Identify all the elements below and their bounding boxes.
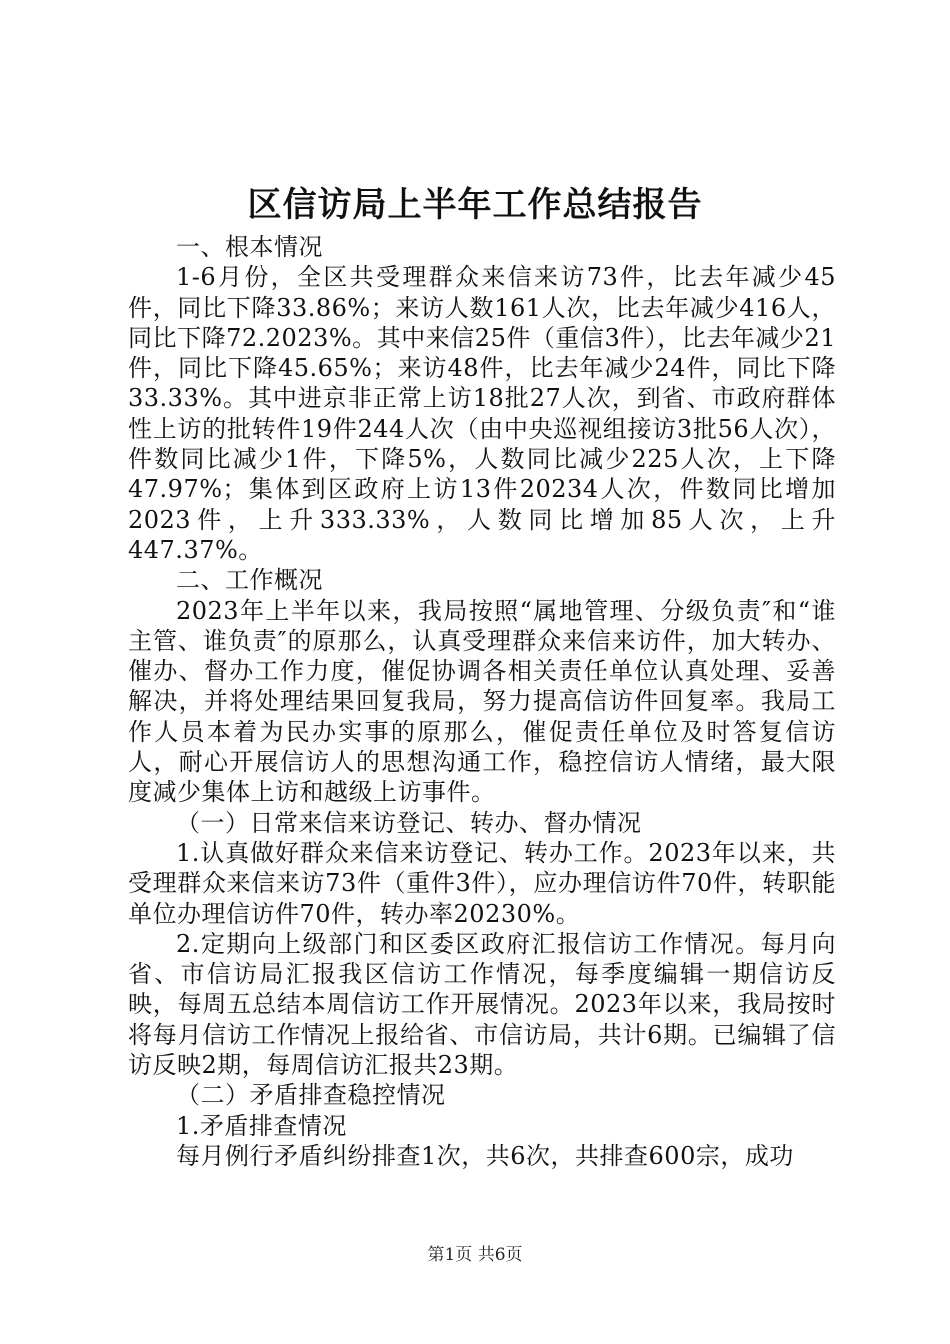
paragraph-work-overview: 2023年上半年以来，我局按照“属地管理、分级负责″和“谁主管、谁负责″的原那么，认真受理群众来信来访件，加大转办、催办、督办工作力度，催促协调各相关责任单位认真处理、妥善解决，并将处理结果回复我局，努力提高信访件回复率。我局工作人员本着为民办实事的原那么，催促责任单位及时答复信访人，耐心开展信访人的思想沟通工作，稳控信访人情绪，最大限度减少集体上访和越级上访事件。 xyxy=(128,596,836,807)
paragraph-registration-transfer: 1.认真做好群众来信来访登记、转办工作。2023年以来，共受理群众来信来访73件（重件3件），应办理信访件70件，转职能单位办理信访件70件，转办率20230%。 xyxy=(128,838,836,928)
subheading-conflict-screening: （二）矛盾排查稳控情况 xyxy=(176,1081,446,1110)
document-title: 区信访局上半年工作总结报告 xyxy=(247,185,703,225)
paragraph-screening-details: 每月例行矛盾纠纷排查1次，共6次，共排查600宗，成功 xyxy=(176,1141,794,1170)
paragraph-reporting: 2.定期向上级部门和区委区政府汇报信访工作情况。每月向省、市信访局汇报我区信访工作情况，每季度编辑一期信访反映，每周五总结本周信访工作开展情况。2023年以来，我局按时将每月信访工作情况上报给省、市信访局，共计6期。已编辑了信访反映2期，每周信访汇报共23期。 xyxy=(128,929,836,1080)
paragraph-statistics: 1-6月份，全区共受理群众来信来访73件，比去年减少45件，同比下降33.86%；来访人数161人次，比去年减少416人，同比下降72.2023%。其中来信25件（重信3件），比去年减少21件，同比下降45.65%；来访48件，比去年减少24件，同比下降33.33%。其中进京非正常上访18批27人次，到省、市政府群体性上访的批转件19件244人次（由中央巡视组接访3批56人次），件数同比减少1件，下降5%，人数同比减少225人次，上下降47.97%；集体到区政府上访13件20234人次，件数同比增加2023件，上升333.33%，人数同比增加85人次，上升447.37%。 xyxy=(128,263,836,564)
section-heading-basic-situation: 一、根本情况 xyxy=(176,233,323,261)
section-heading-work-overview: 二、工作概况 xyxy=(176,566,323,595)
subheading-daily-registration: （一）日常来信来访登记、转办、督办情况 xyxy=(176,808,642,837)
page-number-footer: 第1页 共6页 xyxy=(427,1245,523,1265)
document-body xyxy=(128,232,836,1171)
subheading-screening-situation: 1.矛盾排查情况 xyxy=(176,1111,347,1140)
